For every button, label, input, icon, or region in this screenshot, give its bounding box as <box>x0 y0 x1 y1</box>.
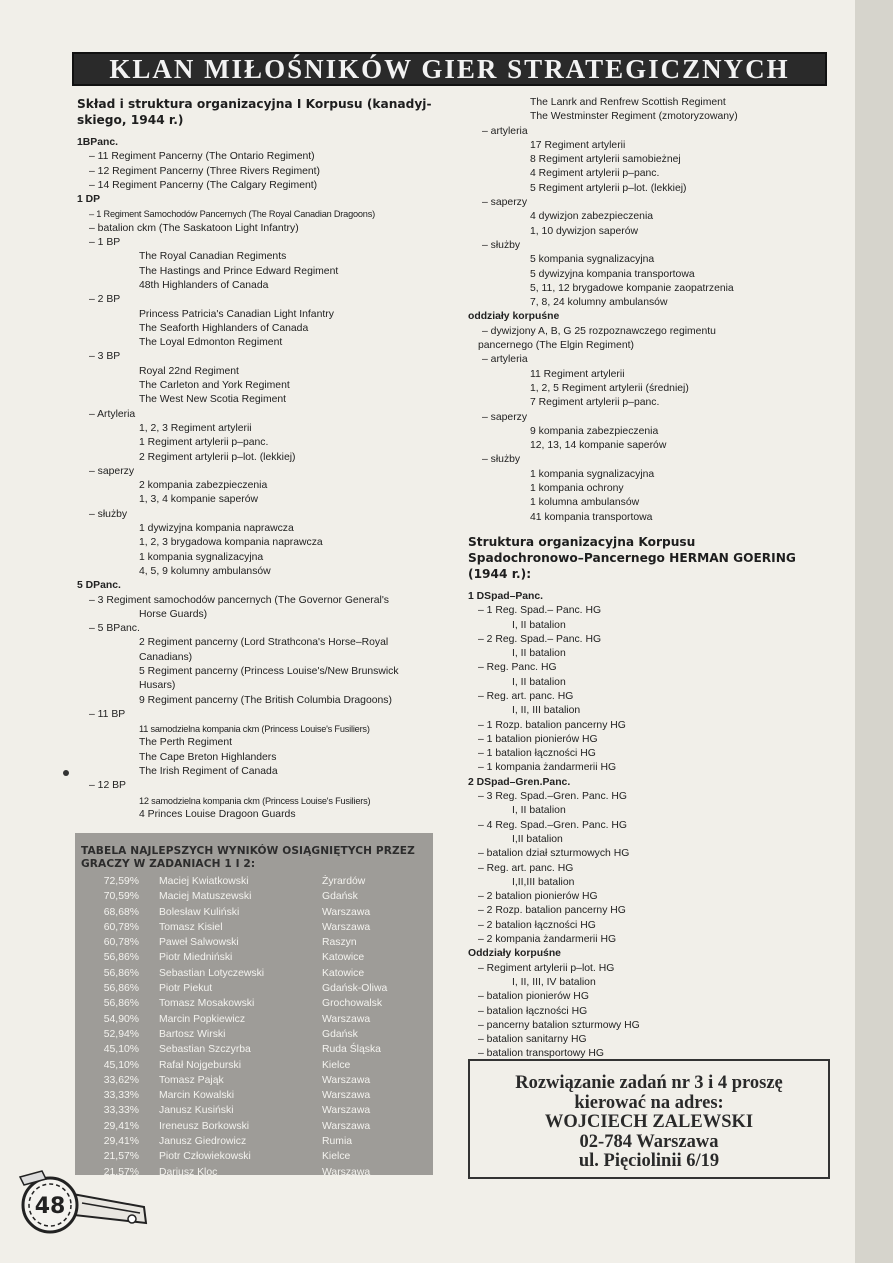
structure-line: 1BPanc. <box>77 137 119 148</box>
structure-line: – 1 kompania żandarmerii HG <box>478 762 617 774</box>
structure-line: – 4 Reg. Spad.–Gren. Panc. HG <box>478 819 628 831</box>
city-cell: Kielce <box>322 1151 351 1163</box>
structure-line: Husars) <box>139 680 176 692</box>
city-cell: Warszawa <box>322 1105 371 1117</box>
page-banner: KLAN MIŁOŚNIKÓW GIER STRATEGICZNYCH <box>72 52 827 86</box>
structure-line: 2 Regiment pancerny (Lord Strathcona's Horse–Royal <box>139 637 389 649</box>
structure-line: – Reg. art. panc. HG <box>478 690 574 702</box>
score-cell: 56,86% <box>103 998 139 1010</box>
table-row <box>75 1073 433 1088</box>
score-cell: 72,59% <box>103 876 139 887</box>
address-city: 02-784 Warszawa <box>579 1131 719 1152</box>
structure-line: – 2 batalion łączności HG <box>478 919 596 931</box>
table-row <box>75 1103 433 1118</box>
structure-line: I, II batalion <box>512 648 566 660</box>
city-cell: Kielce <box>322 1059 351 1071</box>
player-name-cell: Bartosz Wirski <box>159 1028 226 1040</box>
structure-line: 4, 5, 9 kolumny ambulansów <box>139 565 271 577</box>
player-name-cell: Janusz Giedrowicz <box>159 1136 247 1148</box>
city-cell: Warszawa <box>322 1013 371 1025</box>
structure-line: 1, 2, 3 Regiment artylerii <box>139 422 252 434</box>
structure-line: 2 Regiment artylerii p–lot. (lekkiej) <box>139 451 296 463</box>
structure-line: 12, 13, 14 kompanie saperów <box>530 440 667 452</box>
player-name-cell: Maciej Kwiatkowski <box>159 876 249 887</box>
structure-line: – 3 Regiment samochodów pancernych (The Governor General's <box>89 594 389 606</box>
city-cell: Warszawa <box>322 1090 371 1102</box>
score-cell: 45,10% <box>103 1044 139 1056</box>
structure-line: – saperzy <box>482 411 528 423</box>
structure-line: – artyleria <box>482 354 528 366</box>
structure-line: I,II batalion <box>512 833 563 845</box>
player-name-cell: Piotr Miedniński <box>159 952 233 964</box>
structure-line: 7, 8, 24 kolumny ambulansów <box>530 297 668 309</box>
structure-line: 1, 10 dywizjon saperów <box>530 225 639 237</box>
table-row <box>75 874 433 889</box>
structure-line: The Carleton and York Regiment <box>139 380 290 392</box>
city-cell: Rumia <box>322 1136 353 1148</box>
table-row <box>75 966 433 981</box>
structure-line: – pancerny batalion szturmowy HG <box>478 1019 640 1031</box>
structure-line: – batalion ckm (The Saskatoon Light Infantry) <box>89 222 299 234</box>
canadian-corps-structure-list <box>77 136 445 822</box>
score-cell: 56,86% <box>103 952 139 964</box>
city-cell: Warszawa <box>322 1166 371 1178</box>
table-row <box>75 950 433 965</box>
player-name-cell: Tomasz Mosakowski <box>159 998 255 1010</box>
score-cell: 29,41% <box>103 1136 139 1148</box>
structure-line: – 2 kompania żandarmerii HG <box>478 934 617 946</box>
structure-line: – 11 Regiment Pancerny (The Ontario Regiment) <box>89 151 315 163</box>
table-row <box>75 996 433 1011</box>
structure-line: 5 Regiment artylerii p–lot. (lekkiej) <box>530 182 687 194</box>
player-name-cell: Sebastian Lotyczewski <box>159 967 265 979</box>
structure-line: 17 Regiment artylerii <box>530 139 626 151</box>
table-row <box>75 1058 433 1073</box>
structure-line: 12 samodzielna kompania ckm (Princess Louise's Fusiliers) <box>139 795 371 806</box>
structure-line: 1 Regiment artylerii p–panc. <box>139 437 269 449</box>
structure-line: – 2 BP <box>89 294 121 306</box>
table-row <box>75 1027 433 1042</box>
score-cell: 52,94% <box>103 1028 139 1040</box>
structure-line: 1 kompania ochrony <box>530 483 624 495</box>
section-title-hermann-goering: Struktura organizacyjna Korpusu Spadochronowo–Pancernego HERMAN GOERING (1944 r.): <box>468 534 796 581</box>
structure-line: pancernego (The Elgin Regiment) <box>478 340 634 352</box>
address-name: WOJCIECH ZALEWSKI <box>544 1112 754 1132</box>
player-name-cell: Piotr Człowiekowski <box>159 1151 251 1163</box>
structure-line: The Lanrk and Renfrew Scottish Regiment <box>530 97 726 108</box>
structure-line: – 1 Reg. Spad.– Panc. HG <box>478 605 602 617</box>
city-cell: Grochowalsk <box>322 998 383 1010</box>
player-name-cell: Rafał Nojgeburski <box>159 1059 242 1071</box>
structure-line: The Loyal Edmonton Regiment <box>139 337 283 349</box>
city-cell: Katowice <box>322 952 365 964</box>
table-row <box>75 935 433 950</box>
structure-line: I, II batalion <box>512 619 566 631</box>
city-cell: Żyrardów <box>322 876 366 887</box>
structure-line: – 3 BP <box>89 351 121 363</box>
structure-line: 48th Highlanders of Canada <box>139 279 269 291</box>
structure-line: The Cape Breton Highlanders <box>139 751 277 763</box>
structure-line: – 1 batalion pionierów HG <box>478 733 598 745</box>
score-cell: 68,68% <box>103 906 139 918</box>
player-name-cell: Sebastian Szczyrba <box>159 1044 251 1056</box>
player-name-cell: Maciej Matuszewski <box>159 891 252 903</box>
structure-line: oddziały korpuśne <box>468 311 560 323</box>
structure-line: 2 kompania zabezpieczenia <box>139 480 268 492</box>
structure-line: 1 dywizyjna kompania naprawcza <box>139 523 294 535</box>
score-cell: 56,86% <box>103 983 139 995</box>
score-cell: 54,90% <box>103 1013 139 1025</box>
structure-line: Oddziały korpuśne <box>468 948 561 960</box>
structure-line: 5 DPanc. <box>77 580 121 592</box>
structure-line: 5 Regiment pancerny (Princess Louise's/New Brunswick <box>139 665 399 677</box>
structure-line: – Reg. Panc. HG <box>478 662 557 674</box>
structure-line: 1 kompania sygnalizacyjna <box>139 551 264 563</box>
structure-line: 5 kompania sygnalizacyjna <box>530 254 655 266</box>
structure-line: 1, 2, 3 brygadowa kompania naprawcza <box>139 537 323 549</box>
table-row <box>75 1042 433 1057</box>
section-title-canadian-corps: Skład i struktura organizacyjna I Korpusu (kanadyj-skiego, 1944 r.) <box>77 97 432 127</box>
structure-line: – Regiment artylerii p–lot. HG <box>478 962 615 974</box>
results-table-title: TABELA NAJLEPSZYCH WYNIKÓW OSIĄGNIĘTYCH PRZEZ GRACZY W ZADANIACH 1 I 2: <box>81 845 415 870</box>
structure-line: The Irish Regiment of Canada <box>139 766 278 778</box>
structure-line: 1 kolumna ambulansów <box>530 497 640 509</box>
score-cell: 21,57% <box>103 1166 139 1178</box>
score-cell: 70,59% <box>103 891 139 903</box>
structure-line: 1 DP <box>77 194 101 206</box>
structure-line: – Reg. art. panc. HG <box>478 862 574 874</box>
structure-line: 8 Regiment artylerii samobieżnej <box>530 154 681 166</box>
city-cell: Katowice <box>322 967 365 979</box>
player-name-cell: Dariusz Kloc <box>159 1166 218 1178</box>
structure-line: – Artyleria <box>89 408 136 420</box>
structure-line: Royal 22nd Regiment <box>139 365 239 377</box>
structure-line: The Perth Regiment <box>139 737 232 749</box>
structure-line: – saperzy <box>482 197 528 209</box>
table-row <box>75 1134 433 1149</box>
score-cell: 60,78% <box>103 937 139 949</box>
city-cell: Warszawa <box>322 906 371 918</box>
structure-line: Princess Patricia's Canadian Light Infantry <box>139 308 334 320</box>
structure-line: – 2 Rozp. batalion pancerny HG <box>478 905 626 917</box>
address-street: ul. Pięciolinii 6/19 <box>578 1151 720 1171</box>
structure-line: – dywizjony A, B, G 25 rozpoznawczego regimentu <box>482 325 716 337</box>
city-cell: Ruda Śląska <box>322 1044 381 1056</box>
player-name-cell: Ireneusz Borkowski <box>159 1120 250 1132</box>
address-box <box>468 1059 830 1179</box>
player-name-cell: Marcin Popkiewicz <box>159 1013 246 1025</box>
structure-line: The Westminster Regiment (zmotoryzowany) <box>530 111 738 123</box>
structure-line: – 1 BP <box>89 237 121 249</box>
structure-line: Horse Guards) <box>139 608 208 620</box>
structure-line: 1 DSpad–Panc. <box>468 590 544 602</box>
score-cell: 21,57% <box>103 1151 139 1163</box>
city-cell: Warszawa <box>322 1074 371 1086</box>
city-cell: Raszyn <box>322 937 357 949</box>
table-row <box>75 981 433 996</box>
table-row <box>75 1119 433 1134</box>
structure-line: – batalion sanitarny HG <box>478 1034 587 1046</box>
structure-line: – batalion transportowy HG <box>478 1048 604 1060</box>
structure-line: – 11 BP <box>89 708 126 720</box>
score-cell: 33,33% <box>103 1105 139 1117</box>
score-cell: 45,10% <box>103 1059 139 1071</box>
structure-line: – batalion łączności HG <box>478 1005 588 1017</box>
structure-line: – służby <box>482 239 521 251</box>
right-column <box>468 96 813 1062</box>
structure-line: – saperzy <box>89 465 135 477</box>
score-cell: 33,62% <box>103 1074 139 1086</box>
structure-line: – 12 BP <box>89 780 126 792</box>
player-name-cell: Tomasz Kisiel <box>159 921 223 933</box>
page-edge-shadow <box>855 0 893 1263</box>
structure-line: The Hastings and Prince Edward Regiment <box>139 265 339 277</box>
structure-line: – służby <box>89 508 128 520</box>
player-name-cell: Marcin Kowalski <box>159 1090 235 1102</box>
structure-line: 9 Regiment pancerny (The British Columbia Dragoons) <box>139 694 392 706</box>
structure-line: 1 kompania sygnalizacyjna <box>530 468 655 480</box>
city-cell: Warszawa <box>322 1120 371 1132</box>
score-cell: 56,86% <box>103 967 139 979</box>
structure-line: – 3 Reg. Spad.–Gren. Panc. HG <box>478 791 628 803</box>
city-cell: Warszawa <box>322 921 371 933</box>
structure-line: – 14 Regiment Pancerny (The Calgary Regiment) <box>89 179 318 191</box>
results-table-body <box>75 874 433 1180</box>
structure-line: – 1 Rozp. batalion pancerny HG <box>478 719 626 731</box>
structure-line: I, II, III batalion <box>512 705 581 717</box>
page-number-badge <box>12 1163 152 1235</box>
structure-line: – 2 batalion pionierów HG <box>478 891 598 903</box>
structure-line: 9 kompania zabezpieczenia <box>530 425 659 437</box>
player-name-cell: Janusz Kusiński <box>159 1105 234 1117</box>
structure-line: The Royal Canadian Regiments <box>139 251 287 263</box>
address-line-2: kierować na adres: <box>574 1092 724 1113</box>
city-cell: Gdańsk <box>322 1028 358 1040</box>
city-cell: Gdańsk <box>322 891 358 903</box>
structure-line: 5 dywizyjna kompania transportowa <box>530 268 695 280</box>
table-row <box>75 905 433 920</box>
city-cell: Gdańsk-Oliwa <box>322 983 388 995</box>
table-row <box>75 1012 433 1027</box>
structure-line: 4 dywizjon zabezpieczenia <box>530 211 654 223</box>
tank-emblem-icon <box>12 1163 152 1235</box>
player-name-cell: Bolesław Kuliński <box>159 906 240 918</box>
page-number: 48 <box>34 1194 66 1219</box>
table-row <box>75 889 433 904</box>
structure-line: 7 Regiment artylerii p–panc. <box>530 397 660 409</box>
left-column <box>77 96 445 822</box>
structure-line: – służby <box>482 454 521 466</box>
structure-line: 11 Regiment artylerii <box>530 368 625 380</box>
structure-line: 41 kompania transportowa <box>530 511 653 523</box>
address-line-1: Rozwiązanie zadań nr 3 i 4 proszę <box>515 1073 783 1093</box>
hermann-goering-structure-list <box>468 590 813 1062</box>
structure-line: The Seaforth Highlanders of Canada <box>139 322 309 334</box>
score-cell: 33,33% <box>103 1090 139 1102</box>
structure-line: 1, 3, 4 kompanie saperów <box>139 494 258 506</box>
player-name-cell: Piotr Piekut <box>159 983 213 995</box>
results-table <box>75 833 433 1178</box>
player-name-cell: Tomasz Pająk <box>159 1074 224 1086</box>
structure-line: – 1 Regiment Samochodów Pancernych (The Royal Canadian Dragoons) <box>89 209 375 220</box>
structure-line: – 1 batalion łączności HG <box>478 748 596 760</box>
structure-line: – batalion pionierów HG <box>478 991 589 1003</box>
structure-line: Canadians) <box>139 651 193 663</box>
scan-speck <box>63 770 69 776</box>
corps-troops-list <box>468 96 813 525</box>
structure-line: I, II batalion <box>512 805 566 817</box>
structure-line: 4 Princes Louise Dragoon Guards <box>139 808 296 820</box>
structure-line: – artyleria <box>482 125 528 137</box>
structure-line: 1, 2, 5 Regiment artylerii (średniej) <box>530 382 689 394</box>
structure-line: The West New Scotia Regiment <box>139 394 287 406</box>
structure-line: 5, 11, 12 brygadowe kompanie zaopatrzenia <box>530 282 734 294</box>
structure-line: I, II batalion <box>512 676 566 688</box>
structure-line: I, II, III, IV batalion <box>512 976 596 988</box>
structure-line: – 12 Regiment Pancerny (Three Rivers Regiment) <box>89 165 320 177</box>
structure-line: – batalion dział szturmowych HG <box>478 848 630 860</box>
structure-line: 2 DSpad–Gren.Panc. <box>468 776 571 788</box>
structure-line: – 5 BPanc. <box>89 623 140 635</box>
player-name-cell: Paweł Salwowski <box>159 937 239 949</box>
structure-line: 11 samodzielna kompania ckm (Princess Louise's Fusiliers) <box>139 724 370 735</box>
table-row <box>75 920 433 935</box>
score-cell: 60,78% <box>103 921 139 933</box>
score-cell: 29,41% <box>103 1120 139 1132</box>
structure-line: 4 Regiment artylerii p–panc. <box>530 168 660 180</box>
structure-line: I,II,III batalion <box>512 876 575 888</box>
structure-line: – 2 Reg. Spad.– Panc. HG <box>478 633 602 645</box>
table-row <box>75 1088 433 1103</box>
